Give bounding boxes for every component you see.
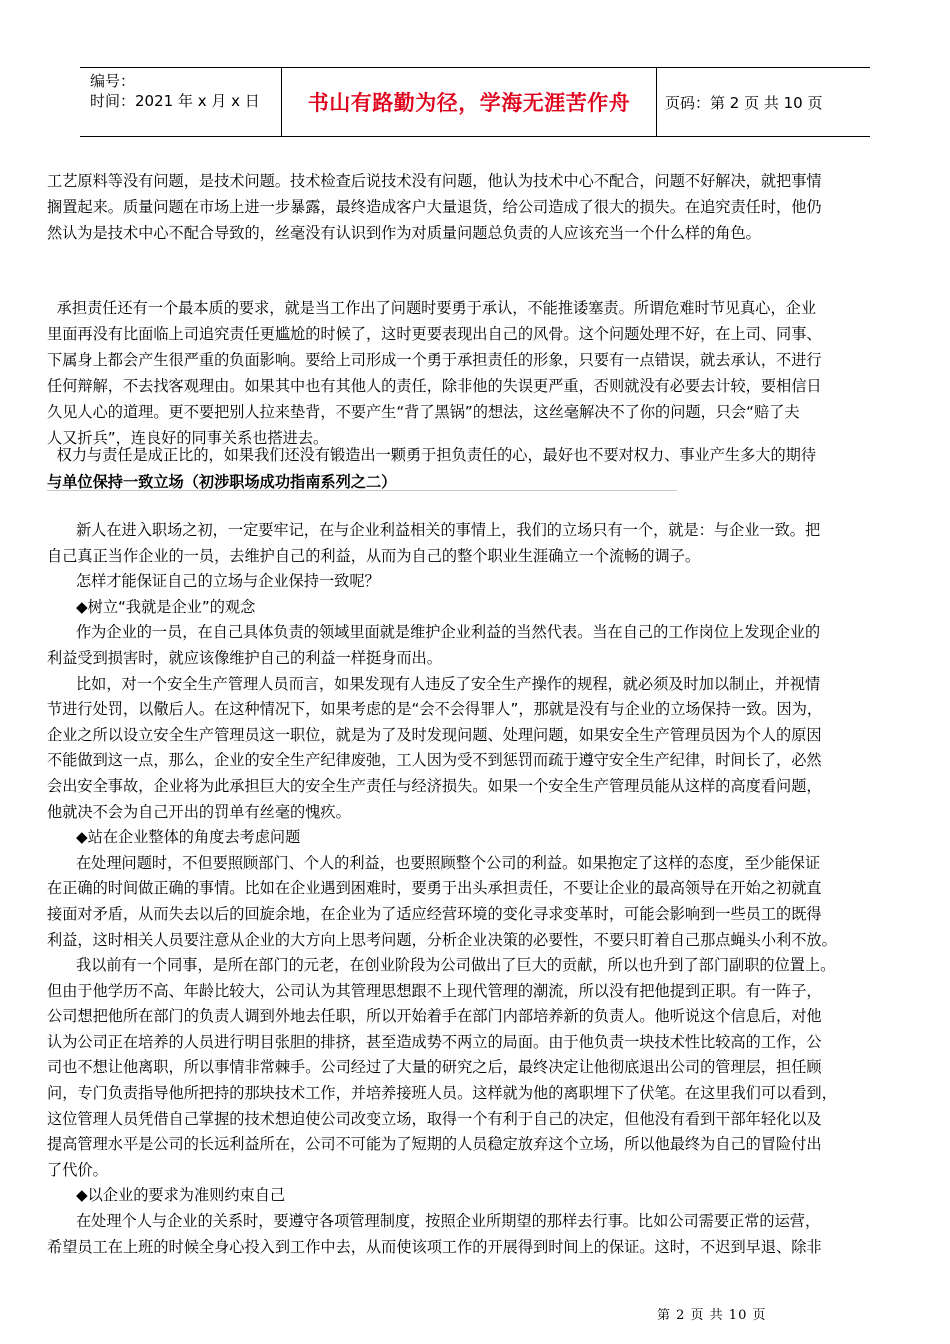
section-divider [47, 490, 677, 491]
header-meta-cell [80, 68, 282, 136]
paragraph-continued: 工艺原料等没有问题，是技术问题。技术检查后说技术没有问题，他认为技术中心不配合，问题不好解决，就把事情 搁置起来。质量问题在市场上进一步暴露，最终造成客户大量退货，给公司造成了很大的损失。在追究责任时，他仍 然认为是技术中心不配合导致的，丝毫没有认识到作为对质量问题总负责的人应该充当一个什么样的角色。 [47, 172, 822, 242]
paragraph-responsibility: 承担责任还有一个最本质的要求，就是当工作出了问题时要勇于承认，不能推诿塞责。所谓危难时节见真心，企业 里面再没有比面临上司追究责任更尴尬的时候了，这时更要表现出自己的风骨。这个问题处理不好，在上司、同事、 下属身上都会产生很严重的负面影响。要给上司形成一个勇于承担责任的形象，只要有一点错误，就去承认，不进行 任何辩解，不去找客观理由。如果其中也有其他人的责任，除非他的失误更严重，否则就没有必要去计较，要相信日 久见人心的道理。更不要把别人拉来垫背，不要产生“背了黑锅”的想法，这丝毫解决不了你的问题，只会“赔了夫 人又折兵”，连良好的同事关系也搭进去。 [47, 299, 822, 447]
page-footer: 第 2 页 共 10 页 [657, 1308, 767, 1323]
article-body: 新人在进入职场之初，一定要牢记，在与企业利益相关的事情上，我们的立场只有一个，就是：与企业一致。把 自己真正当作企业的一员，去维护自己的利益，从而为自己的整个职业生涯确立一个流畅的调子。 怎样才能保证自己的立场与企业保持一致呢？ ◆树立“我就是企业”的观念 作为企业的一员，在自己具体负责的领域里面就是维护企业利益的当然代表。当在自己的工作岗位上发现企业的 利益受到损害时，就应该像维护自己的利益一样挺身而出。 比如，对一个安全生产管理人员而言，如果发现有人违反了安全生产操作的规程，就必须及时加以制止，并视情 节进行处罚，以儆后人。在这种情况下，如果考虑的是“会不会得罪人”，那就是没有与企业的立场保持一致。因为， 企业之所以设立安全生产管理员这一职位，就是为了及时发现问题、处理问题，如果安全生产管理员因为个人的原因 不能做到这一点，那么，企业的安全生产纪律废弛，工人因为受不到惩罚而疏于遵守安全生产纪律，时间长了，必然 会出安全事故，企业将为此承担巨大的安全生产责任与经济损失。如果一个安全生产管理员能从这样的高度看问题， 他就决不会为自己开出的罚单有丝毫的愧疚。 ◆站在企业整体的角度去考虑问题 在处理问题时，不但要照顾部门、个人的利益，也要照顾整个公司的利益。如果抱定了这样的态度，至少能保证 在正确的时间做正确的事情。比如在企业遇到困难时，要勇于出头承担责任，不要让企业的最高领导在开始之初就直 接面对矛盾，从而失去以后的回旋余地，在企业为了适应经营环境的变化寻求变革时，可能会影响到一些员工的既得 利益，这时相关人员要注意从企业的大方向上思考问题，分析企业决策的必要性，不要只盯着自己那点蝇头小利不放。 我以前有一个同事，是所在部门的元老，在创业阶段为公司做出了巨大的贡献，所以也升到了部门副职的位置上。 但由于他学历不高、年龄比较大，公司认为其管理思想跟不上现代管理的潮流，所以没有把他提到正职。有一阵子， 公司想把他所在部门的负责人调到外地去任职，所以开始着手在部门内部培养新的负责人。他听说这个信息后，对他 认为公司正在培养的人员进行明目张胆的排挤，甚至造成势不两立的局面。由于他负责一块技术性比较高的工作，公 司也不想让他离职，所以事情非常棘手。公司经过了大量的研究之后，最终决定让他彻底退出公司的管理层，担任顾 问，专门负责指导他所把持的那块技术工作，并培养接班人员。这样就为他的离职埋下了伏笔。在这里我们可以看到， 这位管理人员凭借自己掌握的技术想迫使公司改变立场，取得一个有利于自己的决定，但他没有看到干部年轻化以及 提高管理水平是公司的长远利益所在，公司不可能为了短期的人员稳定放弃这个立场，所以他最终为自己的冒险付出 了代价。 ◆以企业的要求为准则约束自己 在处理个人与企业的关系时，要遵守各项管理制度，按照企业所期望的那样去行事。比如公司需要正常的运营， 希望员工在上班的时候全身心投入到工作中去，从而使该项工作的开展得到时间上的保证。这时，不迟到早退、除非 [47, 521, 837, 1256]
header-page-info: 页码：第 2 页 共 10 页 [665, 93, 823, 112]
paragraph-power-responsibility: 权力与责任是成正比的，如果我们还没有锻造出一颗勇于担负责任的心，最好也不要对权力、事业产生多大的期待 [47, 446, 817, 464]
header-motto: 书山有路勤为径，学海无涯苦作舟 [282, 68, 657, 136]
date-line: 时间：2021 年 x 月 x 日 [90, 92, 260, 110]
section-title: 与单位保持一致立场（初涉职场成功指南系列之二） [47, 473, 397, 491]
document-number-label: 编号： [90, 72, 136, 90]
header-table [80, 67, 870, 137]
